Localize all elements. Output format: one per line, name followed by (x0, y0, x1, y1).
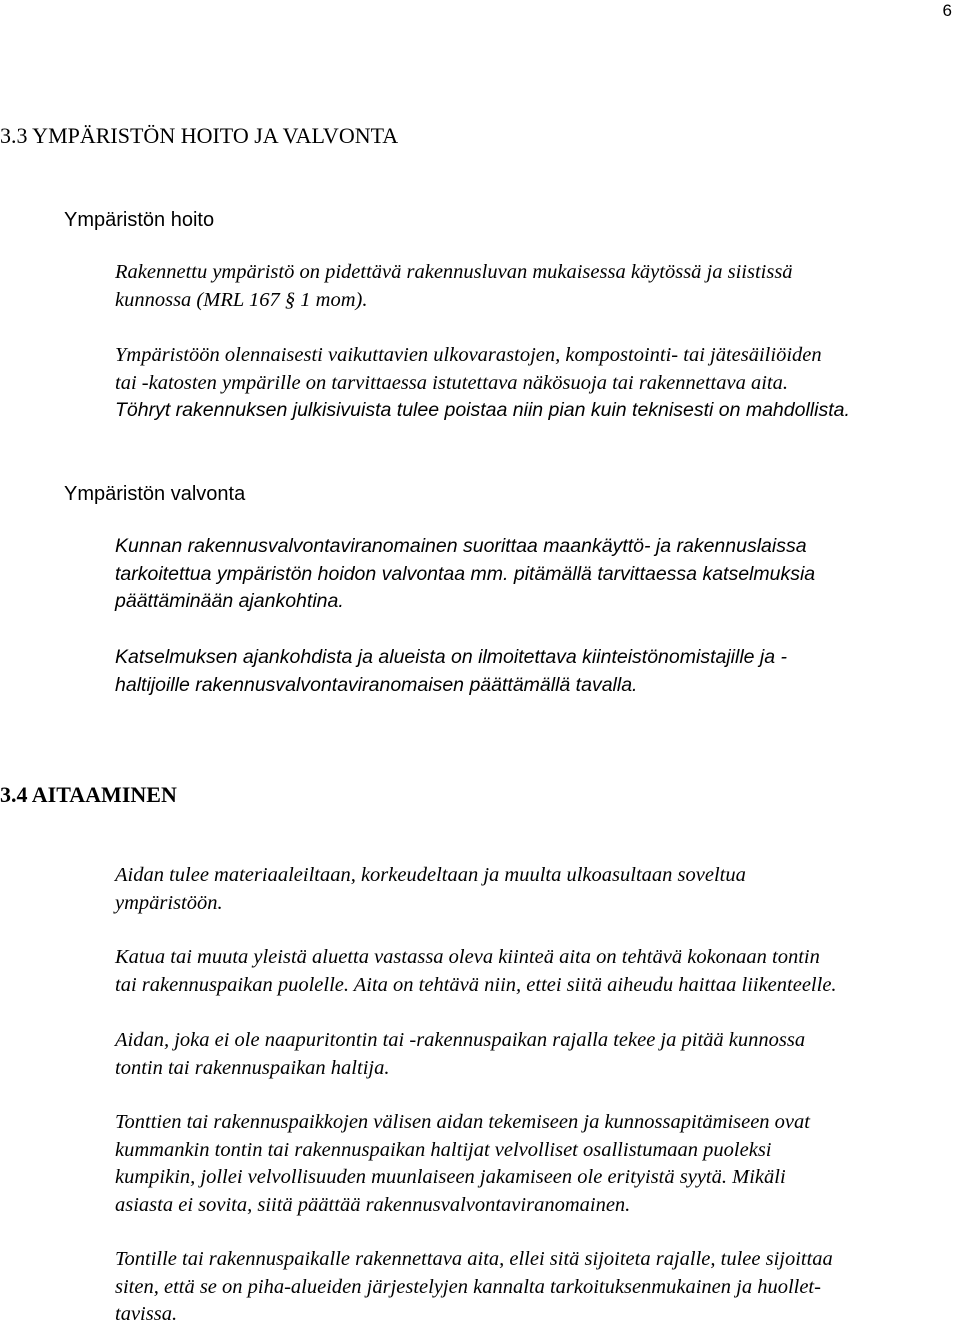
section-title-3-3: 3.3 YMPÄRISTÖN HOITO JA VALVONTA (0, 123, 399, 148)
paragraph-line: siten, että se on piha-alueiden järjestelyjen kannalta tarkoituksenmukainen ja huollet- (115, 1275, 821, 1298)
paragraph-aitaaminen-1 (115, 862, 945, 917)
paragraph-valvonta-2 (115, 644, 945, 699)
paragraph-valvonta-1 (115, 533, 945, 616)
paragraph-line: Aidan, joka ei ole naapuritontin tai -rakennuspaikan rajalla tekee ja pitää kunnossa (115, 1029, 806, 1051)
paragraph-line: tai -katosten ympärille on tarvittaessa istutettava näkösuoja tai rakennettava aita. (115, 371, 788, 394)
subheading-ympariston-valvonta: Ympäristön valvonta (64, 483, 246, 505)
subheading-ympariston-hoito: Ympäristön hoito (64, 209, 215, 231)
paragraph-aitaaminen-2 (115, 944, 945, 999)
page-number: 6 (942, 1, 952, 20)
paragraph-line: haltijoille rakennusvalvontaviranomaisen päättämällä tavalla. (115, 673, 638, 696)
paragraph-line: asiasta ei sovita, siitä päättää rakennusvalvontaviranomainen. (115, 1193, 631, 1216)
section-title-3-4: 3.4 AITAAMINEN (0, 782, 177, 807)
paragraph-hoito-1 (115, 259, 945, 314)
paragraph-line: päättäminään ajankohtina. (115, 590, 344, 612)
paragraph-line: ympäristöön. (115, 891, 223, 914)
paragraph-line: tontin tai rakennuspaikan haltija. (115, 1056, 390, 1079)
paragraph-line: tai rakennuspaikan puolelle. Aita on tehtävä niin, ettei siitä aiheudu haittaa liikenteelle. (115, 973, 837, 996)
paragraph-hoito-2 (115, 342, 945, 425)
paragraph-aitaaminen-3 (115, 1027, 945, 1082)
paragraph-line: tarkoitettua ympäristön hoidon valvontaa mm. pitämällä tarvittaessa katselmuksia (115, 562, 816, 585)
paragraph-line: kummankin tontin tai rakennuspaikan haltijat velvolliset osallistumaan puoleksi (115, 1138, 772, 1161)
paragraph-line: kumpikin, jollei velvollisuuden muunlaiseen jakamiseen ole erityistä syytä. Mikäli (115, 1166, 786, 1188)
paragraph-aitaaminen-5 (115, 1246, 945, 1329)
paragraph-line: Katua tai muuta yleistä aluetta vastassa oleva kiinteä aita on tehtävä kokonaan tontin (115, 946, 820, 968)
paragraph-line: Katselmuksen ajankohdista ja alueista on ilmoitettava kiinteistönomistajille ja - (115, 646, 788, 668)
paragraph-aitaaminen-4 (115, 1109, 945, 1219)
paragraph-line: Tontille tai rakennuspaikalle rakennettava aita, ellei sitä sijoiteta rajalle, tulee sijoittaa (115, 1248, 833, 1270)
paragraph-line: Ympäristöön olennaisesti vaikuttavien ulkovarastojen, kompostointi- tai jätesäiliöiden (115, 344, 822, 366)
paragraph-line: tavissa. (115, 1303, 178, 1325)
paragraph-line: Kunnan rakennusvalvontaviranomainen suorittaa maankäyttö- ja rakennuslaissa (115, 535, 807, 557)
paragraph-line: Töhryt rakennuksen julkisivuista tulee poistaa niin pian kuin teknisesti on mahdollista. (115, 399, 850, 421)
paragraph-line: kunnossa (MRL 167 § 1 mom). (115, 288, 368, 311)
paragraph-line: Tonttien tai rakennuspaikkojen välisen aidan tekemiseen ja kunnossapitämiseen ovat (115, 1111, 810, 1133)
paragraph-line: Aidan tulee materiaaleiltaan, korkeudeltaan ja muulta ulkoasultaan soveltua (115, 864, 746, 886)
paragraph-line: Rakennettu ympäristö on pidettävä rakennusluvan mukaisessa käytössä ja siistissä (115, 261, 793, 283)
